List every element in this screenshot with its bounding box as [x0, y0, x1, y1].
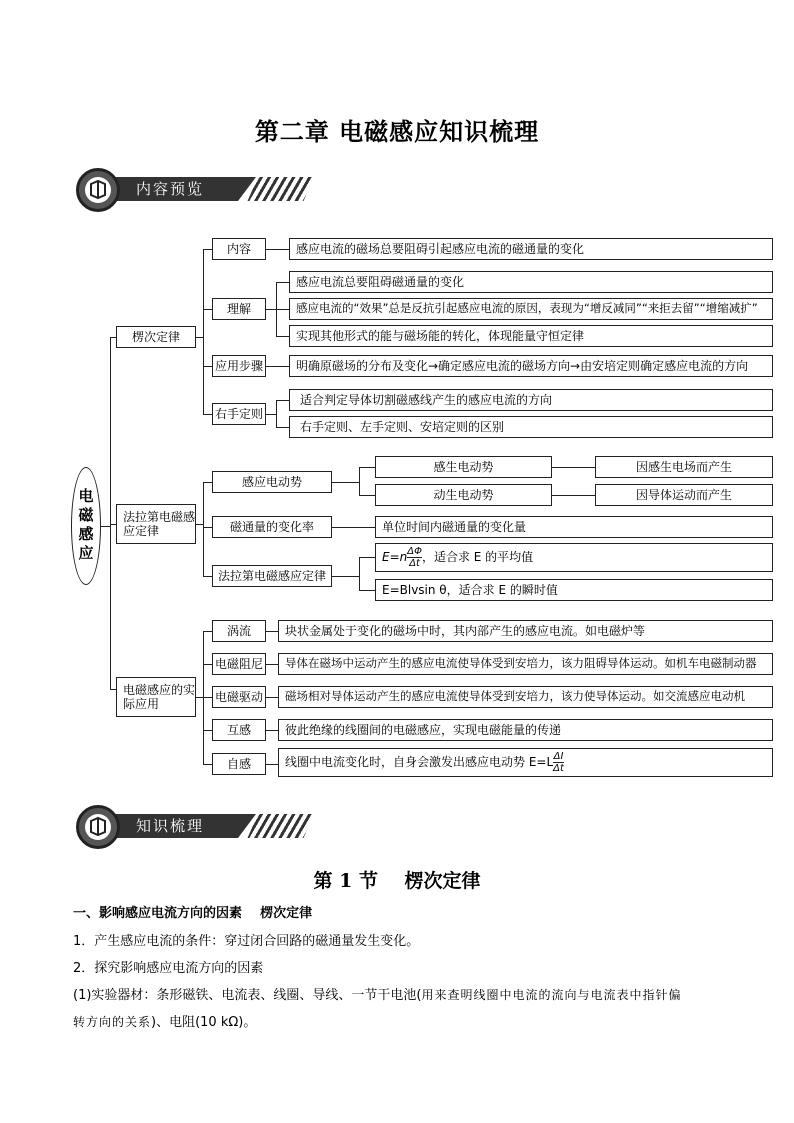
self-fraction: $\frac{\Delta I}{\Delta t}$ [553, 751, 564, 774]
formula-average: E=n $\frac{\Delta\Phi}{\Delta t}$ ，适合求 E 的平均值 [375, 543, 773, 572]
node-understand: 理解 [212, 298, 266, 320]
node-damping: 电磁阻尼 [212, 653, 266, 675]
section-heading: 第 1 节 楞次定律 [313, 870, 481, 892]
banner-hatch [244, 814, 314, 838]
book-icon [76, 168, 120, 212]
node-mutual: 互感 [212, 719, 266, 741]
steps-text: 明确原磁场的分布及变化→确定感应电流的磁场方向→由安培定则确定感应电流的方向 [289, 355, 773, 377]
content-text: 感应电流的磁场总要阻碍引起感应电流的磁通量的变化 [289, 238, 773, 260]
paragraph-1: 1．产生感应电流的条件：穿过闭合回路的磁通量发生变化。 [73, 934, 420, 949]
node-emf: 感应电动势 [212, 471, 332, 493]
root-node: 电磁感应 [71, 467, 101, 585]
eddy-text: 块状金属处于变化的磁场中时，其内部产生的感应电流。如电磁炉等 [278, 620, 773, 642]
self-text: 线圈中电流变化时，自身会激发出感应电动势 E=L $\frac{\Delta I}{\Delta t}$ [278, 748, 773, 777]
paragraph-4: 转方向的关系)、电阻(10 kΩ)。 [73, 1015, 257, 1030]
node-self: 自感 [212, 753, 266, 775]
emf-motional-cause: 因导体运动而产生 [595, 484, 773, 506]
formula-instant: E=Blvsin θ，适合求 E 的瞬时值 [375, 579, 773, 601]
emf-motional: 动生电动势 [375, 484, 552, 506]
right-hand-item-2: 右手定则、左手定则、安培定则的区别 [289, 416, 773, 438]
mutual-text: 彼此绝缘的线圈间的电磁感应，实现电磁能量的传递 [278, 719, 773, 741]
node-flux-rate: 磁通量的变化率 [212, 516, 332, 538]
paragraph-2: 2．探究影响感应电流方向的因素 [73, 961, 264, 976]
subsection-heading: 一、影响感应电流方向的因素 楞次定律 [73, 906, 313, 921]
banner-label: 内容预览 [136, 180, 205, 198]
node-drive: 电磁驱动 [212, 686, 266, 708]
drive-text: 磁场相对导体运动产生的感应电流使导体受到安培力，该力使导体运动。如交流感应电动机 [278, 686, 773, 708]
damping-text: 导体在磁场中运动产生的感应电流使导体受到安培力，该力阻碍导体运动。如机车电磁制动器 [278, 653, 773, 675]
understand-item-3: 实现其他形式的能与磁场能的转化，体现能量守恒定律 [289, 325, 773, 347]
emf-induced-cause: 因感生电场而产生 [595, 456, 773, 478]
branch-application: 电磁感应的实际应用 [116, 677, 196, 717]
banner-label: 知识梳理 [136, 817, 205, 835]
understand-item-1: 感应电流总要阻碍磁通量的变化 [289, 271, 773, 293]
branch-faraday: 法拉第电磁感应定律 [116, 504, 196, 544]
branch-lenz: 楞次定律 [116, 326, 196, 348]
banner-hatch [244, 177, 314, 201]
formula-fraction: $\frac{\Delta\Phi}{\Delta t}$ [407, 546, 422, 569]
flux-rate-text: 单位时间内磁通量的变化量 [375, 516, 773, 538]
node-right-hand: 右手定则 [212, 403, 266, 425]
chapter-title: 第二章 电磁感应知识梳理 [254, 117, 540, 146]
node-eddy: 涡流 [212, 620, 266, 642]
book-icon [76, 805, 120, 849]
paragraph-3: (1)实验器材：条形磁铁、电流表、线圈、导线、一节干电池(用来查明线圈中电流的流向与电流表中指针偏 [73, 988, 682, 1003]
right-hand-item-1: 适合判定导体切割磁感线产生的感应电流的方向 [289, 389, 773, 411]
node-steps: 应用步骤 [212, 355, 266, 377]
node-content: 内容 [212, 238, 266, 260]
node-faraday-law: 法拉第电磁感应定律 [212, 565, 332, 587]
understand-item-2: 感应电流的“效果”总是反抗引起感应电流的原因，表现为“增反减同”“来拒去留”“增缩减扩” [289, 298, 773, 320]
emf-induced: 感生电动势 [375, 456, 552, 478]
banner-knowledge [76, 805, 316, 849]
banner-preview [76, 168, 316, 212]
